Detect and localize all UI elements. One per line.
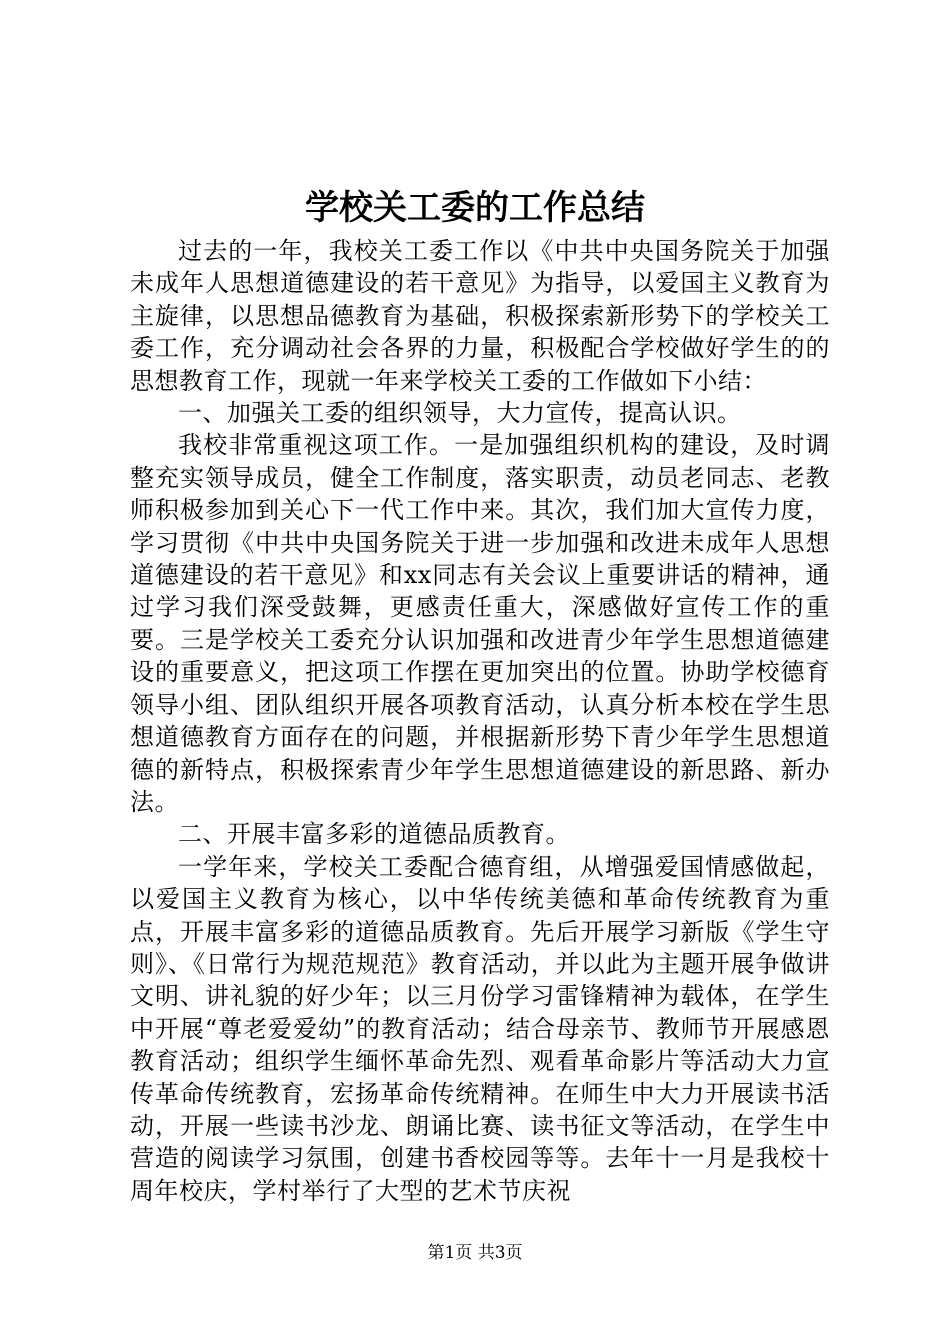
section-heading-1: 一、加强关工委的组织领导，大力宣传，提高认识。	[178, 399, 742, 428]
paragraph-section-2: 一学年来，学校关工委配合德育组，从增强爱国情感做起，以爱国主义教育为核心，以中华传统美德和革命传统教育为重点，开展丰富多彩的道德品质教育。先后开展学习新版《学生守则》、《日常行为规范规范》教育活动，并以此为主题开展争做讲文明、讲礼貌的好少年；以三月份学习雷锋精神为载体，在学生中开展“尊老爱爱幼”的教育活动；结合母亲节、教师节开展感恩教育活动；组织学生缅怀革命先烈、观看革命影片等活动大力宣传革命传统教育，宏扬革命传统精神。在师生中大力开展读书活动，开展一些读书沙龙、朗诵比赛、读书征文等活动，在学生中营造的阅读学习氛围，创建书香校园等等。去年十一月是我校十周年校庆，学村举行了大型的艺术节庆祝	[130, 852, 830, 1205]
document-title: 学校关工委的工作总结	[305, 188, 645, 228]
section-heading-2: 二、开展丰富多彩的道德品质教育。	[178, 820, 570, 849]
page-number-footer: 第1页 共3页	[427, 1243, 523, 1263]
document-body	[130, 235, 830, 1207]
paragraph-section-1: 我校非常重视这项工作。一是加强组织机构的建设，及时调整充实领导成员，健全工作制度，落实职责，动员老同志、老教师积极参加到关心下一代工作中来。其次，我们加大宣传力度，学习贯彻《中共中央国务院关于进一步加强和改进未成年人思想道德建设的若干意见》和xx同志有关会议上重要讲话的精神，通过学习我们深受鼓舞，更感责任重大，深感做好宣传工作的重要。三是学校关工委充分认识加强和改进青少年学生思想道德建设的重要意义，把这项工作摆在更加突出的位置。协助学校德育领导小组、团队组织开展各项教育活动，认真分析本校在学生思想道德教育方面存在的问题，并根据新形势下青少年学生思想道德的新特点，积极探索青少年学生思想道德建设的新思路、新办法。	[130, 431, 830, 816]
paragraph-intro: 过去的一年，我校关工委工作以《中共中央国务院关于加强未成年人思想道德建设的若干意见》为指导，以爱国主义教育为主旋律，以思想品德教育为基础，积极探索新形势下的学校关工委工作，充分调动社会各界的力量，积极配合学校做好学生的的思想教育工作，现就一年来学校关工委的工作做如下小结：	[130, 237, 830, 395]
